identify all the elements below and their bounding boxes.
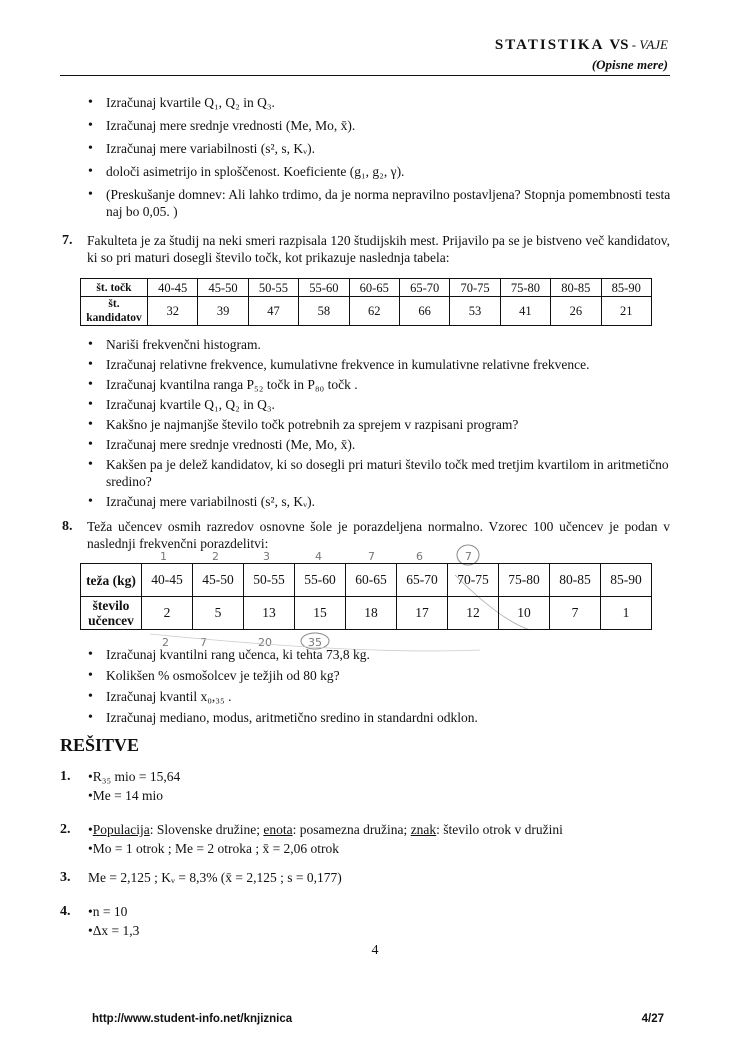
solution-line: • n = 10: [88, 902, 680, 921]
page-number: 4: [371, 943, 379, 958]
table-cell: 2: [142, 597, 193, 630]
solution-1: [60, 767, 680, 805]
task-text: Fakulteta je za študij na neki smeri razpisala 120 študijskih mest. Prijavilo pa se je bistveno več kandidatov, ki so pri maturi dosegli število točk, kot prikazuje naslednja tabela:: [87, 233, 670, 265]
table-header-cell: teža (kg): [81, 564, 142, 597]
header-rule: [60, 75, 670, 76]
table-cell: 17: [397, 597, 448, 630]
table-cell: 40-45: [142, 564, 193, 597]
list-item: • Izračunaj mere variabilnosti (s², s, Kᵥ).: [80, 493, 680, 510]
solutions-heading: REŠITVE: [60, 735, 140, 755]
table-cell: 26: [551, 297, 601, 326]
table-cell: 39: [198, 297, 248, 326]
list-item: • Izračunaj relativne frekvence, kumulativne frekvence in kumulativne relativne frekvence.: [80, 356, 680, 373]
header-title: [495, 37, 668, 54]
table-header-cell: število učencev: [81, 597, 142, 630]
table-cell: 75-80: [499, 564, 550, 597]
table-cell: 47: [248, 297, 298, 326]
table-header-cell: št. točk: [81, 279, 148, 297]
table-cell: 40-45: [148, 279, 198, 297]
table-cell: 66: [399, 297, 449, 326]
table-row: [81, 279, 652, 297]
population-label: Populacija: [92, 822, 150, 837]
table-row: [81, 597, 652, 630]
list-item: • Izračunaj kvartile Q₁, Q₂ in Q₃.: [80, 396, 680, 413]
hand-mark: 20: [258, 636, 272, 649]
table-row: [81, 297, 652, 326]
table-cell: 70-75: [448, 564, 499, 597]
title-separator: -: [628, 37, 640, 52]
table-cell: 60-65: [349, 279, 399, 297]
solution-line: • Mo = 1 otrok ; Me = 2 otroka ; x̄ = 2,06 otrok: [88, 839, 680, 858]
unit-text: : posamezna družina;: [292, 822, 411, 837]
list-item: • Izračunaj mere srednje vrednosti (Me, Mo, x̄).: [80, 436, 680, 453]
unit-label: enota: [263, 822, 293, 837]
population-text: : Slovenske družine;: [149, 822, 264, 837]
solution-line: • Δx = 1,3: [88, 921, 680, 940]
footer-page-count: 4/27: [641, 1013, 664, 1025]
task-number: 7.: [62, 233, 73, 248]
table-cell: 80-85: [550, 564, 601, 597]
list-item: • Izračunaj kvartile Q₁, Q₂ in Q₃.: [80, 94, 680, 111]
task-number: 8.: [62, 519, 73, 534]
table-cell: 65-70: [397, 564, 448, 597]
variable-text: : število otrok v družini: [436, 822, 563, 837]
solution-3: [60, 868, 680, 887]
table-cell: 41: [500, 297, 550, 326]
solution-number: 2.: [60, 822, 71, 837]
solution-line: • Me = 14 mio: [88, 786, 680, 805]
table-cell: 85-90: [601, 279, 651, 297]
table-cell: 85-90: [601, 564, 652, 597]
table-cell: 80-85: [551, 279, 601, 297]
table-cell: 32: [148, 297, 198, 326]
subject-code: VS: [609, 37, 629, 53]
list-item: • Izračunaj kvantilni rang učenca, ki tehta 73,8 kg.: [80, 646, 680, 663]
hand-mark: 4: [315, 550, 322, 563]
task-7: [62, 232, 670, 266]
table-cell: 55-60: [299, 279, 349, 297]
table-cell: 62: [349, 297, 399, 326]
list-item: • določi asimetrijo in sploščenost. Koeficiente (g₁, g₂, γ).: [80, 163, 680, 180]
table-cell: 18: [346, 597, 397, 630]
list-item: • Izračunaj kvantilna ranga P₅₂ točk in P₈₀ točk .: [80, 376, 680, 393]
list-item: • (Preskušanje domnev: Ali lahko trdimo, da je norma nepravilno postavljena? Stopnja pomembnosti testa naj bo 0,05. ): [80, 186, 680, 220]
hand-mark: 2: [162, 636, 169, 649]
hand-mark: 2: [212, 550, 219, 563]
weight-table: [80, 563, 652, 630]
table-cell: 70-75: [450, 279, 500, 297]
subject-type: VAJE: [639, 37, 668, 52]
table-cell: 5: [193, 597, 244, 630]
task-7-bullet-list: [80, 336, 680, 513]
task-6-bullet-list: [80, 94, 680, 226]
task-8-bullet-list: [80, 646, 680, 730]
solution-line: • R₃₅ mio = 15,64: [88, 767, 680, 786]
table-cell: 58: [299, 297, 349, 326]
hand-mark: 6: [416, 550, 423, 563]
table-cell: 55-60: [295, 564, 346, 597]
table-cell: 65-70: [399, 279, 449, 297]
table-cell: 45-50: [193, 564, 244, 597]
solution-line: [88, 820, 680, 839]
table-cell: 1: [601, 597, 652, 630]
table-cell: 50-55: [244, 564, 295, 597]
subject-title: STATISTIKA: [494, 37, 604, 53]
hand-mark: 7: [368, 550, 375, 563]
solution-number: 4.: [60, 904, 71, 919]
table-cell: 12: [448, 597, 499, 630]
task-text: Teža učencev osmih razredov osnovne šole je porazdeljena normalno. Vzorec 100 učencev je podan v naslednji frekvenčni porazdelitvi:: [87, 519, 670, 551]
variable-label: znak: [410, 822, 437, 837]
list-item: • Kakšno je najmanjše število točk potrebnih za sprejem v razpisani program?: [80, 416, 680, 433]
list-item: • Izračunaj mediano, modus, aritmetično sredino in standardni odklon.: [80, 709, 680, 726]
table-cell: 50-55: [248, 279, 298, 297]
table-cell: 60-65: [346, 564, 397, 597]
table-cell: 13: [244, 597, 295, 630]
table-cell: 10: [499, 597, 550, 630]
table-cell: 53: [450, 297, 500, 326]
table-cell: 15: [295, 597, 346, 630]
hand-mark: 3: [263, 550, 270, 563]
table-cell: 45-50: [198, 279, 248, 297]
points-table: [80, 278, 652, 326]
hand-mark: 7: [465, 550, 472, 563]
solution-number: 1.: [60, 769, 71, 784]
solution-4: [60, 902, 680, 940]
footer-url[interactable]: http://www.student-info.net/knjiznica: [92, 1013, 293, 1025]
hand-mark: 1: [160, 550, 167, 563]
list-item: • Nariši frekvenčni histogram.: [80, 336, 680, 353]
table-cell: 75-80: [500, 279, 550, 297]
list-item: • Izračunaj mere variabilnosti (s², s, Kᵥ).: [80, 140, 680, 157]
solution-2: [60, 820, 680, 858]
hand-mark: 35: [308, 636, 322, 649]
list-item: • Kakšen pa je delež kandidatov, ki so dosegli pri maturi število točk med tretjim kvartilom in aritmetično sredino?: [80, 456, 680, 490]
table-header-cell: št. kandidatov: [81, 297, 148, 326]
table-cell: 7: [550, 597, 601, 630]
table-cell: 21: [601, 297, 651, 326]
header-subtitle: (Opisne mere): [591, 57, 668, 72]
list-item: • Kolikšen % osmošolcev je težjih od 80 kg?: [80, 667, 680, 684]
solution-number: 3.: [60, 870, 71, 885]
table-row: [81, 564, 652, 597]
hand-mark: 7: [200, 636, 207, 649]
list-item: • Izračunaj mere srednje vrednosti (Me, Mo, x̄).: [80, 117, 680, 134]
list-item: • Izračunaj kvantil x₀,₃₅ .: [80, 688, 680, 705]
solution-line: Me = 2,125 ; Kᵥ = 8,3% (x̄ = 2,125 ; s = 0,177): [88, 870, 342, 885]
